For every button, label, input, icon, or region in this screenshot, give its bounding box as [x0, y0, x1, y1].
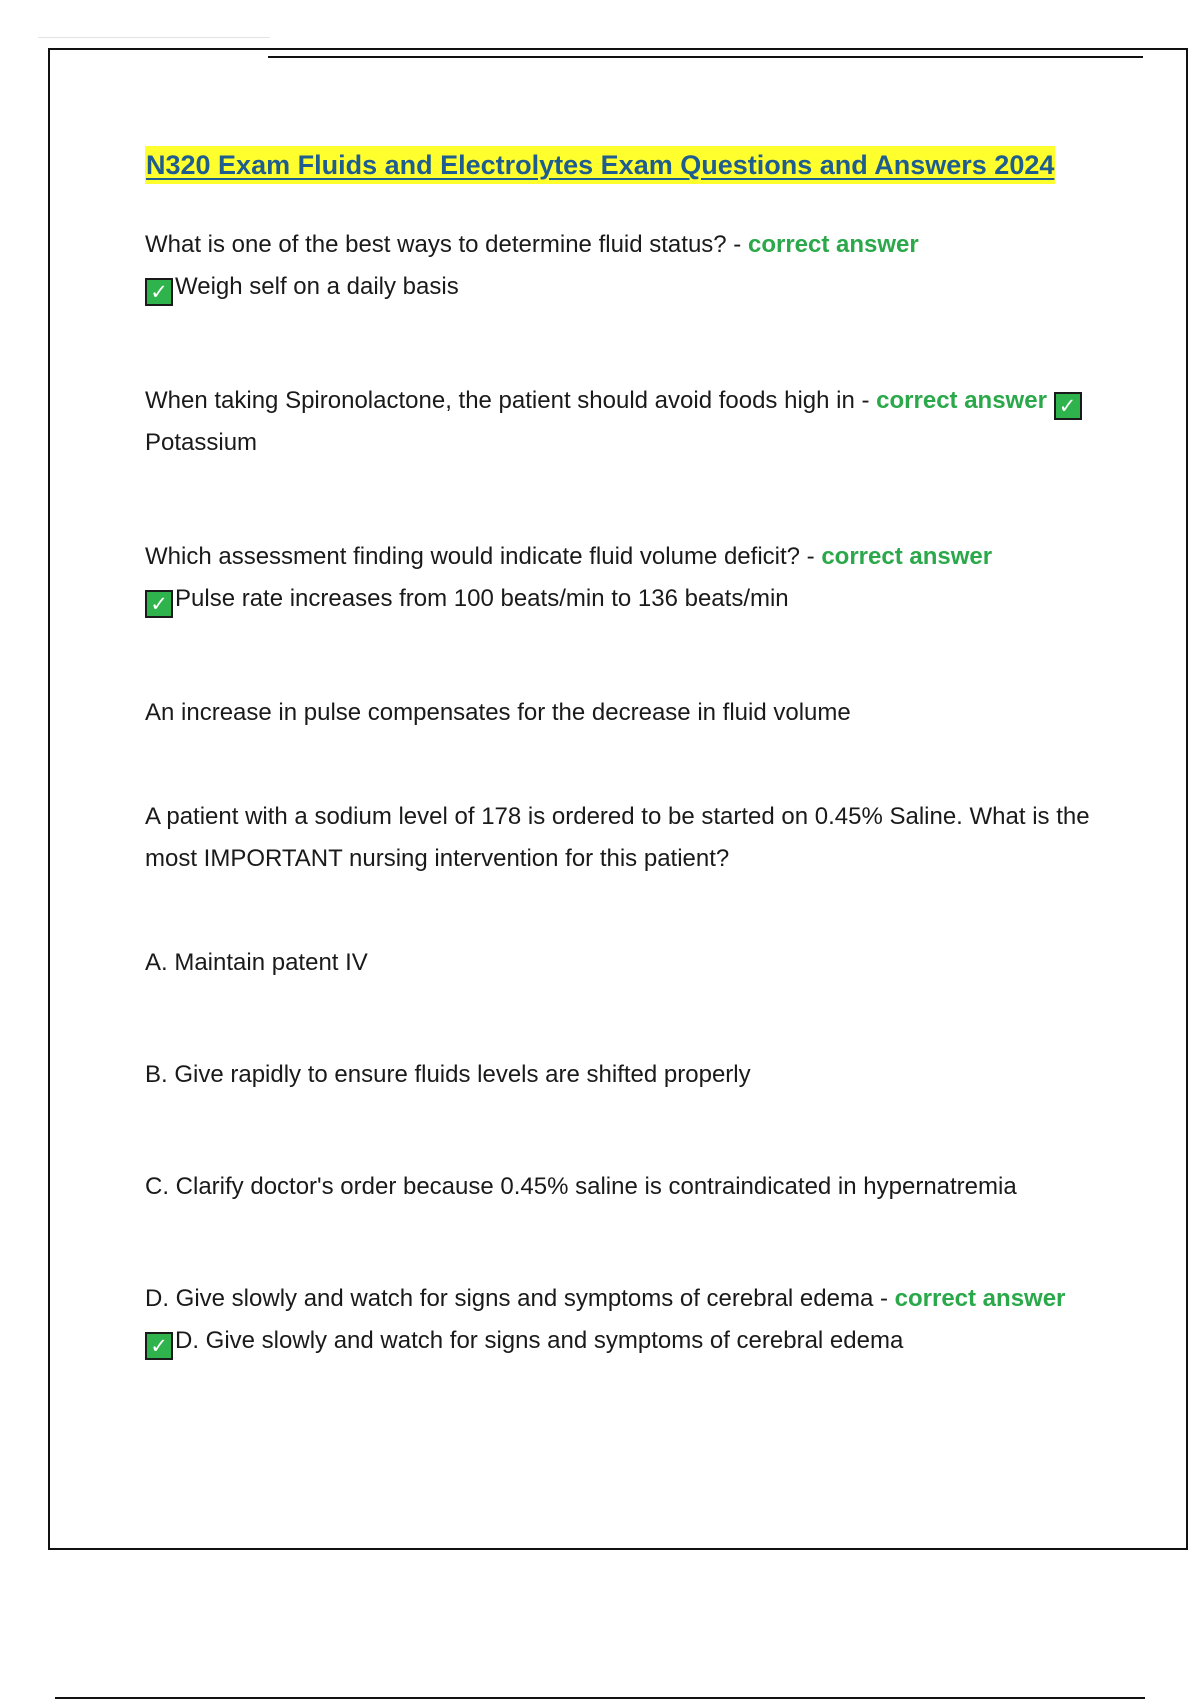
correct-answer-label: correct answer — [876, 387, 1047, 414]
option-d-text: D. Give slowly and watch for signs and symptoms of cerebral edema - — [145, 1285, 895, 1312]
question-text: What is one of the best ways to determine fluid status? - — [145, 231, 748, 258]
check-mark-icon: ✓ — [1054, 392, 1082, 420]
answer-text: Weigh self on a daily basis — [175, 273, 459, 300]
option-c: C. Clarify doctor's order because 0.45% saline is contraindicated in hypernatremia — [145, 1173, 1017, 1200]
answer-text: Potassium — [145, 429, 258, 456]
check-mark-icon: ✓ — [145, 278, 173, 306]
faint-top-rule — [38, 37, 270, 38]
document-title: N320 Exam Fluids and Electrolytes Exam Questions and Answers 2024 — [145, 146, 1055, 184]
qa-item-2 — [145, 380, 1095, 464]
correct-answer-label: correct answer — [821, 543, 993, 570]
header-rule — [268, 56, 1143, 58]
explanation-text: An increase in pulse compensates for the decrease in fluid volume — [145, 699, 851, 726]
option-d — [145, 1278, 1095, 1362]
answer-text: D. Give slowly and watch for signs and symptoms of cerebral edema — [175, 1327, 904, 1354]
qa-item-1 — [145, 224, 1095, 308]
question-text: When taking Spironolactone, the patient should avoid foods high in - — [145, 387, 877, 414]
correct-answer-label: correct answer — [894, 1285, 1066, 1312]
question-text: Which assessment finding would indicate fluid volume deficit? - — [145, 543, 822, 570]
document-body — [145, 146, 1095, 1362]
check-mark-icon: ✓ — [145, 590, 173, 618]
qa-item-3 — [145, 536, 1095, 620]
question-4-stem: A patient with a sodium level of 178 is ordered to be started on 0.45% Saline. What is the most IMPORTANT nursing intervention for this patient? — [145, 803, 1090, 872]
option-a: A. Maintain patent IV — [145, 949, 368, 976]
footer-rule — [55, 1697, 1145, 1699]
answer-text: Pulse rate increases from 100 beats/min to 136 beats/min — [175, 585, 789, 612]
correct-answer-label: correct answer — [747, 231, 919, 258]
option-b: B. Give rapidly to ensure fluids levels are shifted properly — [145, 1061, 751, 1088]
check-mark-icon: ✓ — [145, 1332, 173, 1360]
